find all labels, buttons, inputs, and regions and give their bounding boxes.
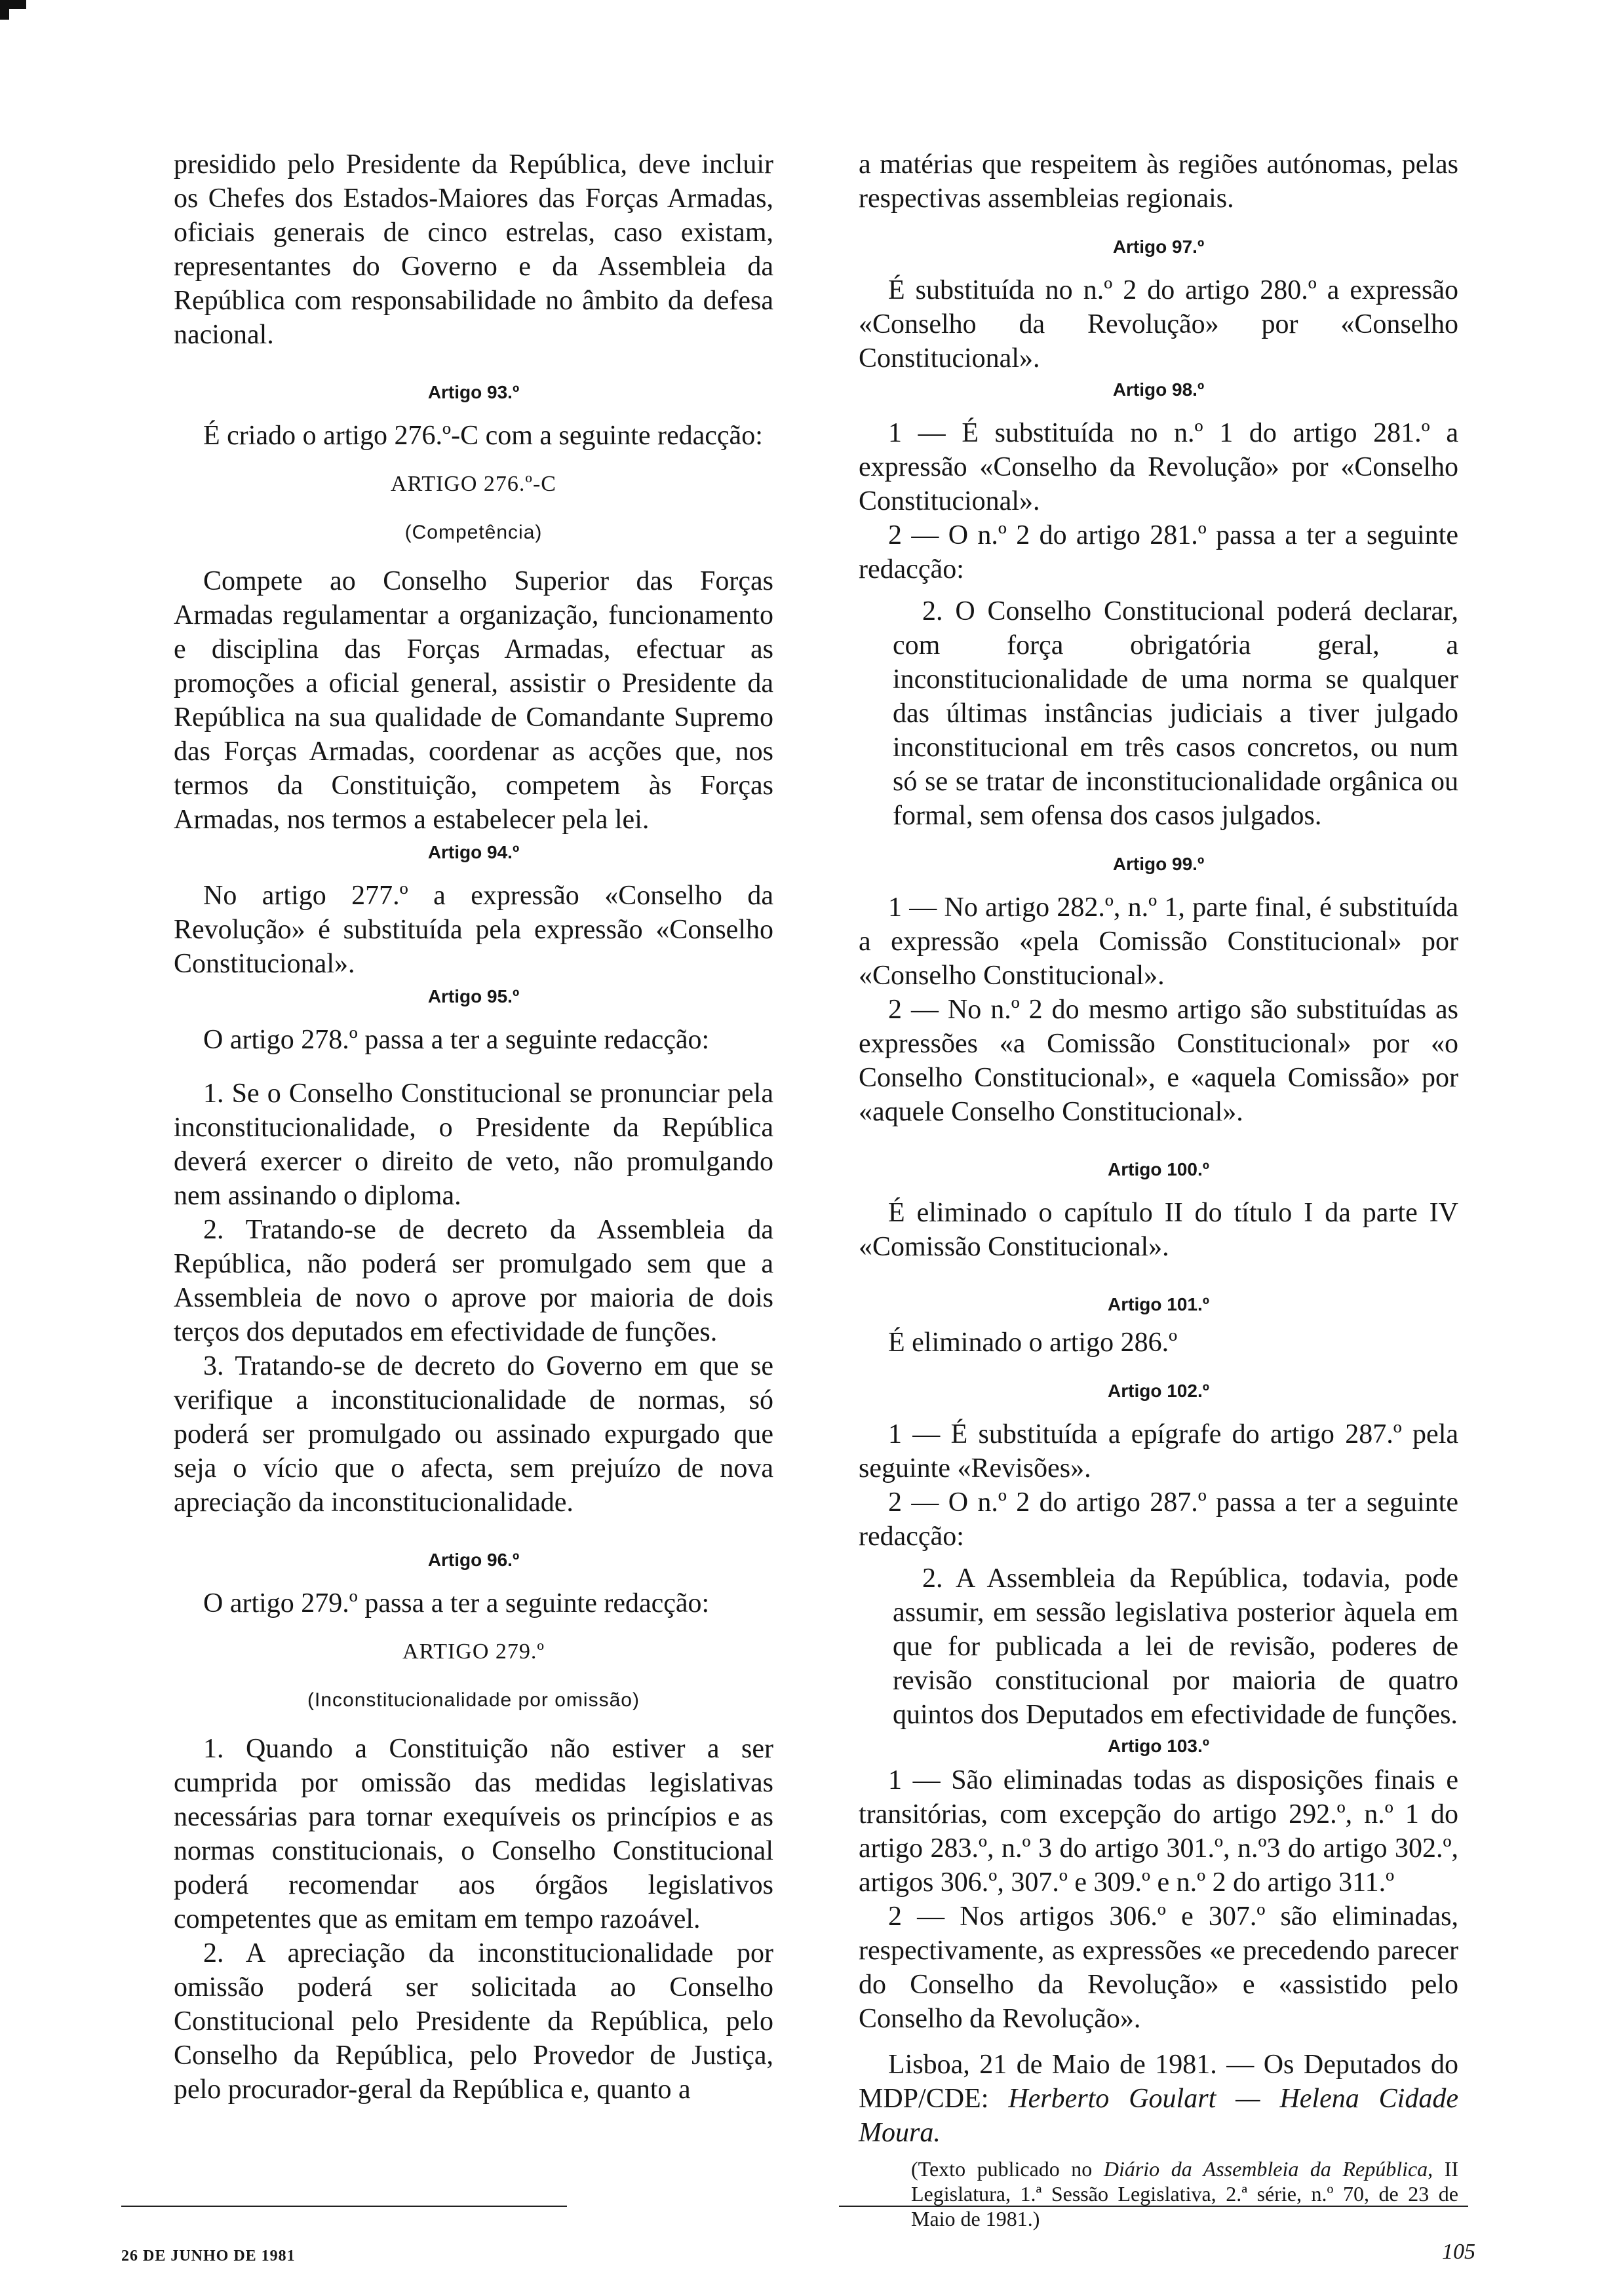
article-98-heading: Artigo 98.º	[1112, 379, 1205, 400]
article-97-text: É substituída no n.º 2 do artigo 280.º a expressão «Conselho da Revolução» por «Conselho Constitucional».	[859, 275, 1458, 373]
article-95-heading: Artigo 95.º	[427, 986, 520, 1006]
publication-note-c: , II Legislatura, 1.ª Sessão Legislativa, 2.ª série, n.º 70, de 23 de Maio de 1981.)	[911, 2157, 1459, 2230]
article-278-paragraph-3: 3. Tratando-se de decreto do Governo em que se verifique a inconstitucionalidade de normas, só poderá ser promulgado ou assinado expurgado que seja o vício que o afecta, sem prejuízo de nova apreciação da inconstitucionalidade.	[174, 1351, 773, 1518]
article-103-paragraph-1: 1 — São eliminadas todas as disposições finais e transitórias, com excepção do artigo 292.º, n.º 1 do artigo 283.º, n.º 3 do artigo 301.º, n.º3 do artigo 302.º, artigos 306.º, 307.º e 309.º e n.º 2 do artigo 311.º	[859, 1765, 1458, 1898]
page-number: 105	[1442, 2240, 1475, 2264]
article-95-intro: O artigo 278.º passa a ter a seguinte redacção:	[203, 1025, 710, 1055]
article-278-paragraph-1: 1. Se o Conselho Constitucional se pronunciar pela inconstitucionalidade, o Presidente da República deverá exercer o direito de veto, não promulgando nem assinando o diploma.	[174, 1079, 773, 1211]
article-98-paragraph-2: 2 — O n.º 2 do artigo 281.º passa a ter a seguinte redacção:	[859, 520, 1458, 584]
article-99-paragraph-2: 2 — No n.º 2 do mesmo artigo são substituídas as expressões «a Comissão Constitucional» por «o Conselho Constitucional», e «aquela Comissão» por «aquele Conselho Constitucional».	[859, 995, 1458, 1127]
publication-note-a: (Texto publicado no	[911, 2157, 1104, 2181]
continuation-text: a matérias que respeitem às regiões autónomas, pelas respectivas assembleias regionais.	[859, 149, 1458, 214]
footer-date: 26 DE JUNHO DE 1981	[121, 2248, 296, 2265]
article-287-quote: 2. A Assembleia da República, todavia, pode assumir, em sessão legislativa posterior àquela em que for publicada a lei de revisão, poderes de revisão constitucional por maioria de quatro quintos dos Deputados em efectividade de funções.	[893, 1563, 1458, 1730]
right-column	[859, 147, 1458, 2231]
article-279-subtitle: (Inconstitucionalidade por omissão)	[307, 1689, 640, 1711]
article-276c-subtitle: (Competência)	[404, 522, 543, 543]
article-101-text: É eliminado o artigo 286.º	[888, 1328, 1178, 1358]
article-96-heading: Artigo 96.º	[427, 1550, 520, 1570]
scan-corner-mark	[0, 0, 9, 20]
publication-note	[859, 2156, 1458, 2231]
new-article-276c-title: ARTIGO 276.º-C	[391, 472, 556, 496]
signature-lead: Lisboa, 21 de Maio de 1981. — Os Deputados do MDP/CDE:	[859, 2050, 1458, 2114]
new-article-279-title: ARTIGO 279.º	[402, 1639, 545, 1664]
article-96-intro: O artigo 279.º passa a ter a seguinte redacção:	[203, 1588, 710, 1618]
article-102-heading: Artigo 102.º	[1108, 1381, 1209, 1401]
article-276c-text: Compete ao Conselho Superior das Forças Armadas regulamentar a organização, funcionamento e disciplina das Forças Armadas, efectuar as promoções a oficial general, assistir o Presidente da República na sua qualidade de Comandante Supremo das Forças Armadas, coordenar as acções que, nos termos da Constituição, competem às Forças Armadas, nos termos a estabelecer pela lei.	[174, 566, 773, 835]
signature-names: Herberto Goulart — Helena Cidade Moura.	[859, 2084, 1458, 2148]
article-99-heading: Artigo 99.º	[1112, 854, 1205, 874]
article-100-heading: Artigo 100.º	[1108, 1159, 1209, 1179]
article-93-heading: Artigo 93.º	[427, 382, 520, 402]
article-93-intro: É criado o artigo 276.º-C com a seguinte redacção:	[203, 421, 763, 451]
article-103-heading: Artigo 103.º	[1108, 1736, 1209, 1756]
article-94-text: No artigo 277.º a expressão «Conselho da Revolução» é substituída pela expressão «Conselho Constitucional».	[174, 881, 773, 979]
footer-rule-right	[839, 2206, 1468, 2207]
article-98-paragraph-1: 1 — É substituída no n.º 1 do artigo 281.º a expressão «Conselho da Revolução» por «Conselho Constitucional».	[859, 418, 1458, 516]
article-100-text: É eliminado o capítulo II do título I da parte IV «Comissão Constitucional».	[859, 1198, 1458, 1262]
signature-block	[859, 2048, 1458, 2150]
article-279-paragraph-2: 2. A apreciação da inconstitucionalidade por omissão poderá ser solicitada ao Conselho Constitucional pelo Presidente da República, pelo Conselho da República, pelo Provedor de Justiça, pelo procurador-geral da República e, quanto a	[174, 1938, 773, 2105]
article-102-paragraph-1: 1 — É substituída a epígrafe do artigo 287.º pela seguinte «Revisões».	[859, 1419, 1458, 1483]
continuation-text: presidido pelo Presidente da República, deve incluir os Chefes dos Estados-Maiores das Forças Armadas, oficiais generais de cinco estrelas, caso existam, representantes do Governo e da Assembleia da República com responsabilidade no âmbito da defesa nacional.	[174, 149, 773, 350]
article-278-paragraph-2: 2. Tratando-se de decreto da Assembleia da República, não poderá ser promulgado sem que a Assembleia de novo o aprove por maioria de dois terços dos deputados em efectividade de funções.	[174, 1215, 773, 1347]
article-101-heading: Artigo 101.º	[1108, 1294, 1209, 1314]
article-97-heading: Artigo 97.º	[1112, 237, 1205, 257]
publication-note-journal: Diário da Assembleia da República	[1103, 2157, 1428, 2181]
article-279-paragraph-1: 1. Quando a Constituição não estiver a ser cumprida por omissão das medidas legislativas necessárias para tornar exequíveis os princípios e as normas constitucionais, o Conselho Constitucional poderá recomendar aos órgãos legislativos competentes que as emitam em tempo razoável.	[174, 1734, 773, 1934]
article-103-paragraph-2: 2 — Nos artigos 306.º e 307.º são eliminadas, respectivamente, as expressões «e precedendo parecer do Conselho da Revolução» e «assistido pelo Conselho da Revolução».	[859, 1902, 1458, 2034]
article-94-heading: Artigo 94.º	[427, 842, 520, 862]
footer-rule-left	[121, 2206, 567, 2207]
article-99-paragraph-1: 1 — No artigo 282.º, n.º 1, parte final, é substituída a expressão «pela Comissão Constitucional» por «Conselho Constitucional».	[859, 892, 1458, 991]
left-column	[174, 147, 773, 2107]
article-281-quote: 2. O Conselho Constitucional poderá declarar, com força obrigatória geral, a inconstitucionalidade de uma norma se qualquer das últimas instâncias judiciais a tiver julgado inconstitucional em três casos concretos, ou num só se se tratar de inconstitucionalidade orgânica ou formal, sem ofensa dos casos julgados.	[893, 596, 1458, 831]
article-102-paragraph-2: 2 — O n.º 2 do artigo 287.º passa a ter a seguinte redacção:	[859, 1487, 1458, 1552]
